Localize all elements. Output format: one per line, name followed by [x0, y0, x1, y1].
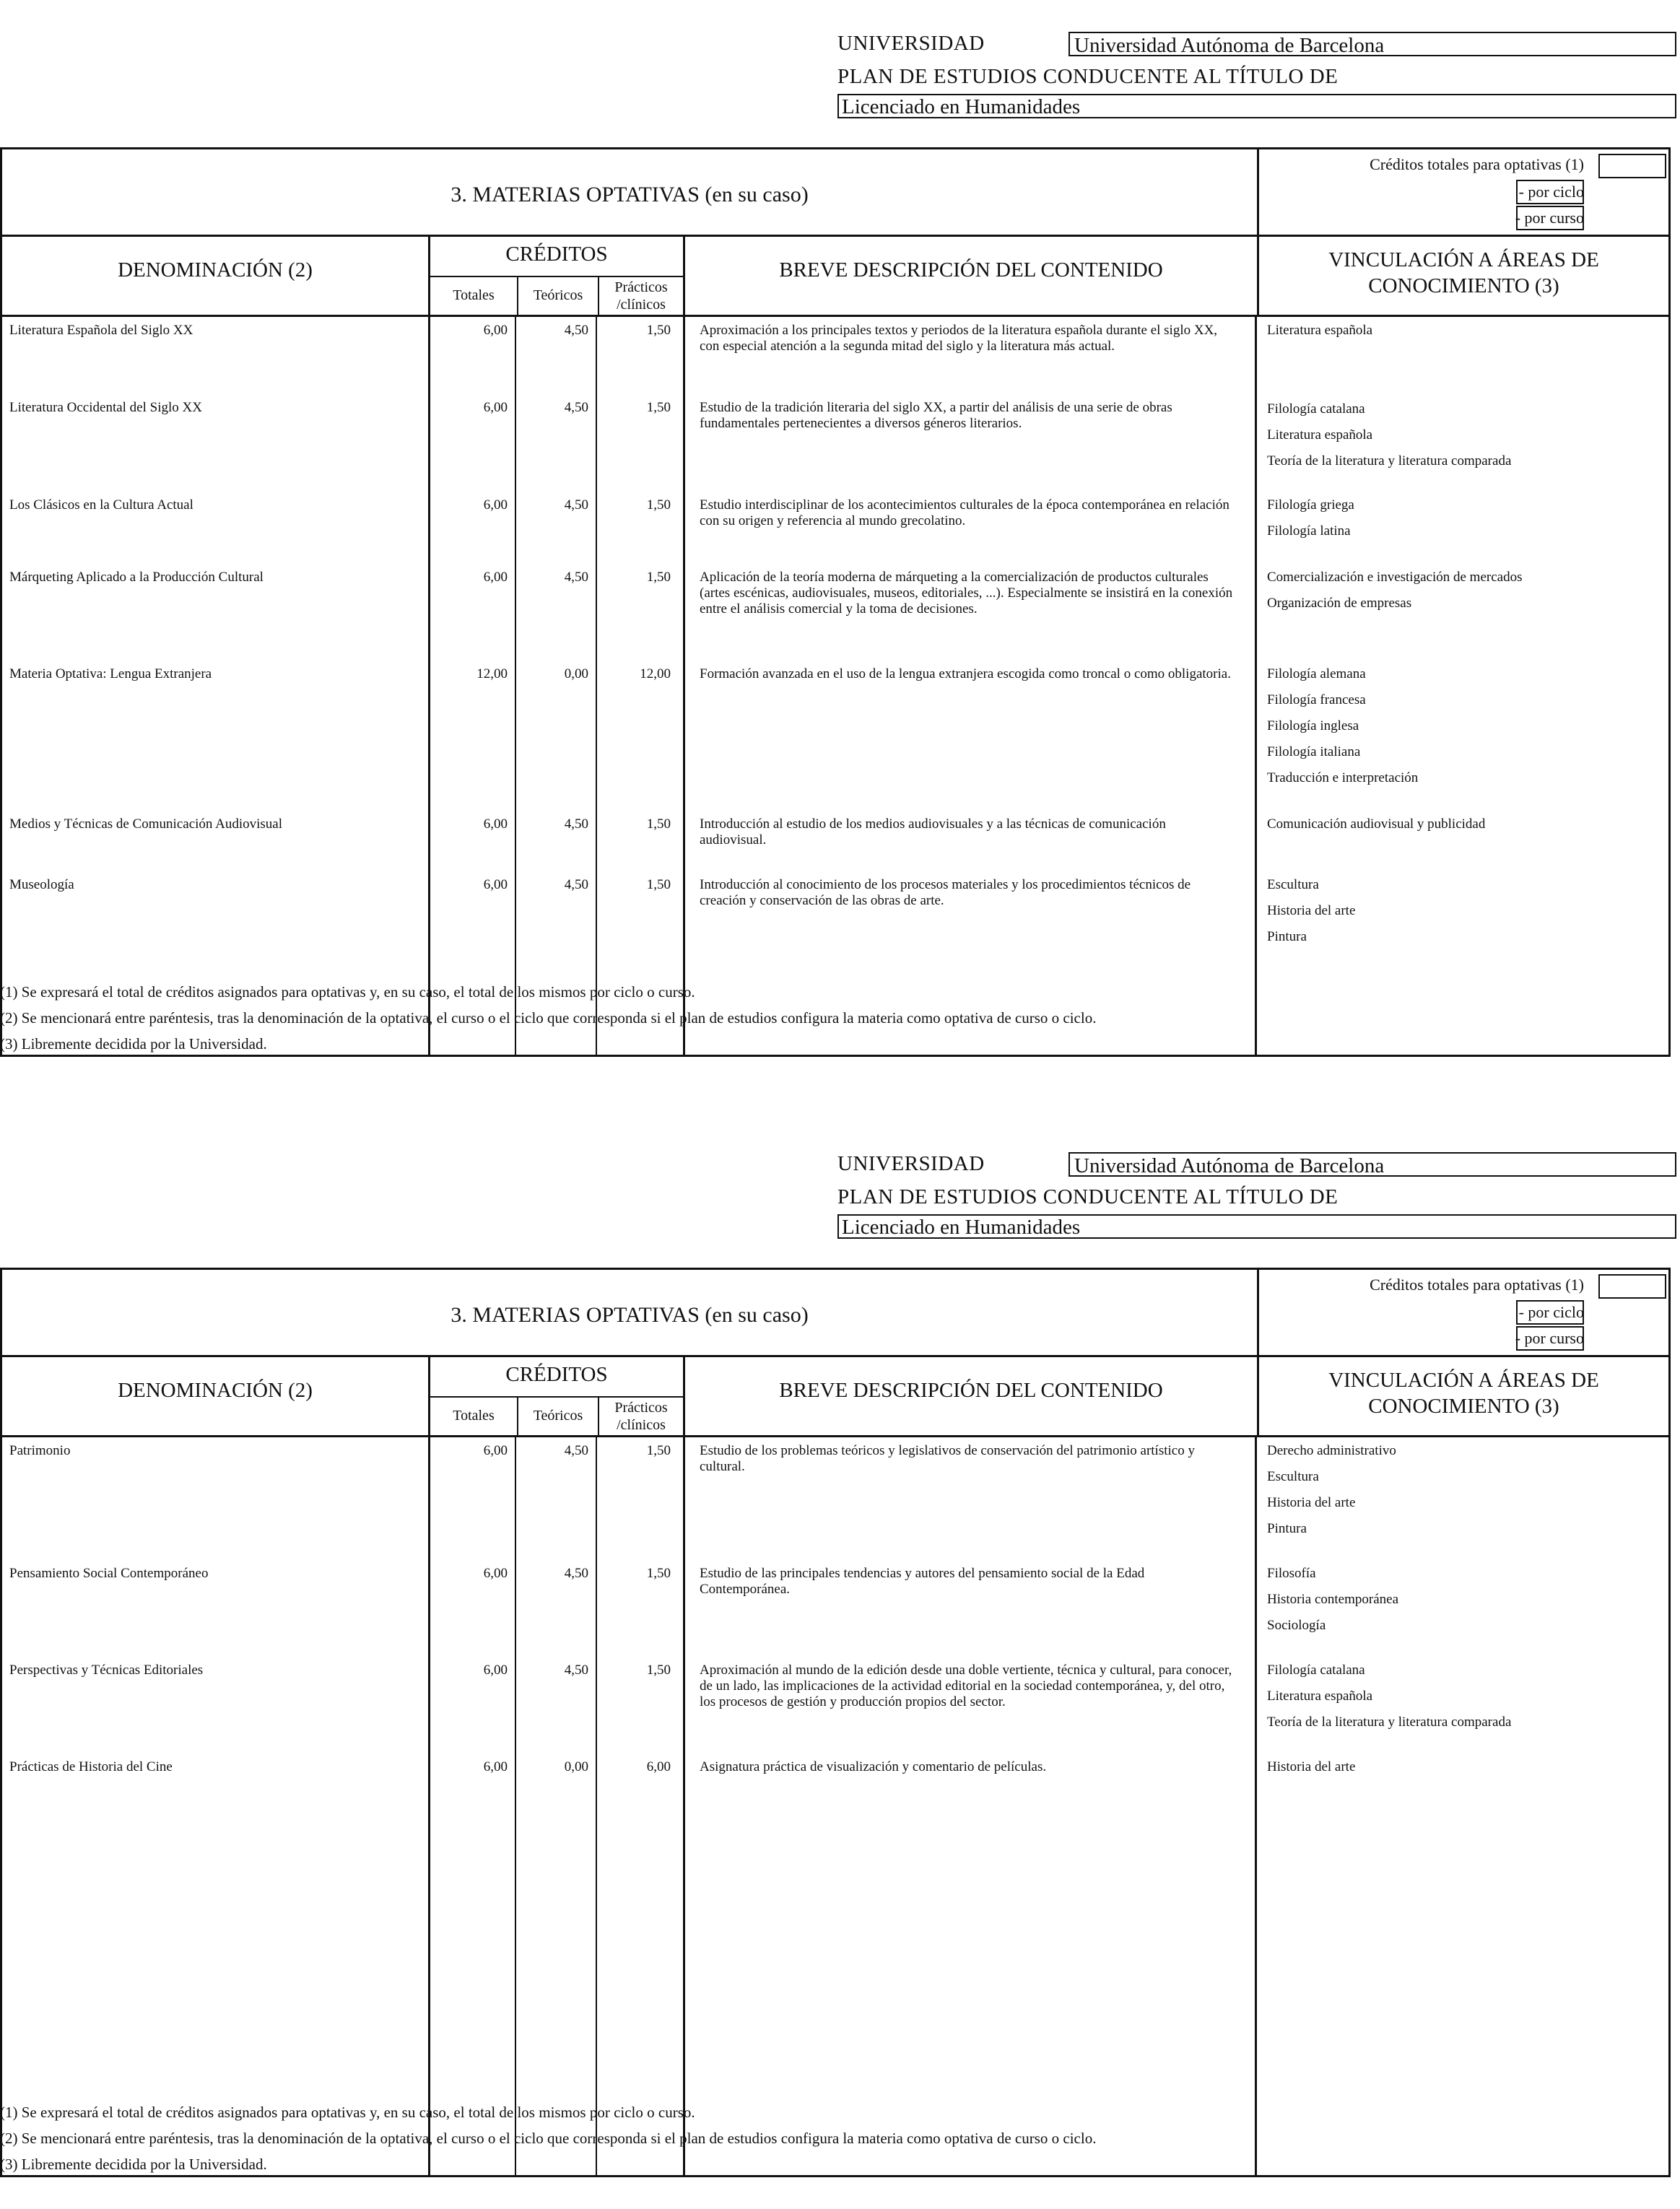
- area-item: Escultura: [1267, 1469, 1319, 1484]
- row-areas: [1267, 323, 1664, 349]
- header-totales: Totales: [430, 276, 517, 315]
- row-areas: [1267, 877, 1664, 955]
- header-creditos: [428, 237, 685, 315]
- column-header-row: [2, 237, 1668, 317]
- row-teoricos: 4,50: [564, 1663, 588, 1678]
- por-ciclo-box: [1516, 1300, 1584, 1325]
- area-item: Sociología: [1267, 1618, 1326, 1633]
- table-title-row: [2, 149, 1668, 237]
- column-header-row: [2, 1357, 1668, 1437]
- row-areas: [1267, 1759, 1664, 1785]
- area-item: Pintura: [1267, 1521, 1307, 1536]
- row-totales: 6,00: [483, 1759, 508, 1774]
- row-practicos: 1,50: [646, 400, 671, 415]
- area-item: Literatura española: [1267, 427, 1373, 443]
- area-item: Filología catalana: [1267, 1663, 1365, 1678]
- row-practicos: 1,50: [646, 816, 671, 832]
- header-denominacion: DENOMINACIÓN (2): [118, 258, 313, 282]
- document-page-1: [0, 0, 1680, 1089]
- area-item: Teoría de la literatura y literatura comparada: [1267, 453, 1512, 469]
- header-vinculacion: [1257, 237, 1668, 315]
- row-areas: [1267, 1663, 1664, 1740]
- row-descripcion: Estudio interdisciplinar de los acontecimientos culturales de la época contemporánea en relación con su origen y referencia al mundo grecolatino.: [700, 497, 1229, 528]
- row-denominacion: Márqueting Aplicado a la Producción Cultural: [9, 570, 264, 585]
- row-teoricos: 4,50: [564, 400, 588, 415]
- row-practicos: 1,50: [646, 1663, 671, 1678]
- table-title-row: [2, 1270, 1668, 1357]
- row-totales: 6,00: [483, 570, 508, 585]
- header-totales: Totales: [430, 1396, 517, 1435]
- row-descripcion: Estudio de las principales tendencias y autores del pensamiento social de la Edad Contemporánea.: [700, 1566, 1145, 1597]
- area-item: Historia del arte: [1267, 903, 1356, 918]
- row-teoricos: 0,00: [564, 666, 588, 681]
- area-item: Filología inglesa: [1267, 718, 1359, 733]
- area-item: Filología latina: [1267, 523, 1351, 539]
- por-curso-label: - por curso: [1515, 1329, 1584, 1347]
- header-creditos-label: CRÉDITOS: [505, 243, 608, 266]
- creditos-totales-panel: [1257, 1270, 1671, 1355]
- footnote-1: (1) Se expresará el total de créditos asignados para optativas y, en su caso, el total de los mismos por ciclo o curso.: [0, 983, 695, 1001]
- row-teoricos: 0,00: [564, 1759, 588, 1774]
- creditos-totales-label: Créditos totales para optativas (1): [1370, 155, 1584, 173]
- area-item: Filología griega: [1267, 497, 1354, 513]
- footnote-3: (3) Libremente decidida por la Universidad.: [0, 2156, 267, 2173]
- footnote-1: (1) Se expresará el total de créditos asignados para optativas y, en su caso, el total de los mismos por ciclo o curso.: [0, 2104, 695, 2121]
- footnotes: [0, 2099, 1096, 2177]
- area-item: Filología francesa: [1267, 692, 1366, 707]
- header-practicos-2: /clínicos: [617, 297, 666, 313]
- row-areas: [1267, 570, 1664, 622]
- por-ciclo-box: [1516, 180, 1584, 204]
- row-totales: 6,00: [483, 497, 508, 513]
- row-areas: [1267, 1443, 1664, 1547]
- titulo-field: Licenciado en Humanidades: [837, 94, 1676, 118]
- por-curso-box: [1516, 206, 1584, 230]
- area-item: Historia del arte: [1267, 1495, 1356, 1510]
- creditos-totales-label: Créditos totales para optativas (1): [1370, 1276, 1584, 1294]
- header-descripcion: BREVE DESCRIPCIÓN DEL CONTENIDO: [779, 1379, 1163, 1402]
- area-item: Escultura: [1267, 877, 1319, 892]
- row-descripcion: Aplicación de la teoría moderna de márqueting a la comercialización de productos culturales (artes escénicas, audiovisuales, museos, editoriales, ...). Especialmente se insistirá en la conexión entre el análisis comercial y la toma de decisiones.: [700, 570, 1233, 616]
- header-vinculacion-2: CONOCIMIENTO (3): [1368, 274, 1559, 297]
- row-totales: 12,00: [476, 666, 508, 681]
- plan-label: PLAN DE ESTUDIOS CONDUCENTE AL TÍTULO DE: [837, 1185, 1339, 1208]
- row-areas: [1267, 1566, 1664, 1644]
- header-practicos: [598, 276, 683, 315]
- area-item: Derecho administrativo: [1267, 1443, 1396, 1458]
- row-totales: 6,00: [483, 1663, 508, 1678]
- row-totales: 6,00: [483, 1566, 508, 1581]
- por-ciclo-label: - por ciclo: [1518, 183, 1584, 201]
- area-item: Traducción e interpretación: [1267, 770, 1419, 785]
- row-totales: 6,00: [483, 816, 508, 832]
- titulo-field: Licenciado en Humanidades: [837, 1214, 1676, 1239]
- row-denominacion: Medios y Técnicas de Comunicación Audiovisual: [9, 816, 282, 832]
- row-totales: 6,00: [483, 1443, 508, 1458]
- row-totales: 6,00: [483, 323, 508, 338]
- universidad-label: UNIVERSIDAD: [837, 1152, 985, 1175]
- row-practicos: 12,00: [640, 666, 671, 681]
- row-descripcion: Aproximación al mundo de la edición desde una doble vertiente, técnica y cultural, para conocer, de un lado, las implicaciones de la actividad editorial en la sociedad contemporánea, y, del otro, los procesos de gestión y producción propios del sector.: [700, 1663, 1232, 1709]
- universidad-label: UNIVERSIDAD: [837, 32, 985, 55]
- row-denominacion: Prácticas de Historia del Cine: [9, 1759, 173, 1774]
- section-title: 3. MATERIAS OPTATIVAS (en su caso): [451, 1303, 809, 1327]
- row-descripcion: Introducción al estudio de los medios audiovisuales y a las técnicas de comunicación audiovisual.: [700, 816, 1166, 848]
- row-descripcion: Asignatura práctica de visualización y comentario de películas.: [700, 1759, 1047, 1774]
- row-teoricos: 4,50: [564, 497, 588, 513]
- area-item: Filosofía: [1267, 1566, 1316, 1581]
- area-item: Historia contemporánea: [1267, 1592, 1399, 1607]
- row-practicos: 6,00: [646, 1759, 671, 1774]
- header-teoricos: Teóricos: [517, 276, 598, 315]
- table-body: [2, 317, 1668, 1055]
- optativas-table: [0, 147, 1671, 1057]
- header-practicos-2: /clínicos: [617, 1417, 666, 1433]
- row-areas: [1267, 666, 1664, 796]
- area-item: Organización de empresas: [1267, 596, 1412, 611]
- table-body: [2, 1437, 1668, 2175]
- row-denominacion: Museología: [9, 877, 74, 892]
- row-teoricos: 4,50: [564, 323, 588, 338]
- area-item: Filología italiana: [1267, 744, 1361, 759]
- row-practicos: 1,50: [646, 497, 671, 513]
- universidad-field: Universidad Autónoma de Barcelona: [1069, 32, 1676, 56]
- section-title: 3. MATERIAS OPTATIVAS (en su caso): [451, 183, 809, 206]
- header-vinculacion-1: VINCULACIÓN A ÁREAS DE: [1328, 248, 1599, 271]
- header-creditos: [428, 1357, 685, 1435]
- row-practicos: 1,50: [646, 877, 671, 892]
- universidad-field: Universidad Autónoma de Barcelona: [1069, 1152, 1676, 1177]
- creditos-totales-box: [1598, 1274, 1666, 1299]
- row-teoricos: 4,50: [564, 1443, 588, 1458]
- header-creditos-label: CRÉDITOS: [505, 1363, 608, 1386]
- row-denominacion: Perspectivas y Técnicas Editoriales: [9, 1663, 204, 1678]
- row-descripcion: Estudio de los problemas teóricos y legislativos de conservación del patrimonio artístico y cultural.: [700, 1443, 1195, 1474]
- row-practicos: 1,50: [646, 1566, 671, 1581]
- row-denominacion: Literatura Occidental del Siglo XX: [9, 400, 202, 415]
- row-areas: [1267, 816, 1664, 842]
- header-practicos: [598, 1396, 683, 1435]
- header-vinculacion-2: CONOCIMIENTO (3): [1368, 1395, 1559, 1418]
- header-vinculacion-1: VINCULACIÓN A ÁREAS DE: [1328, 1369, 1599, 1392]
- row-denominacion: Materia Optativa: Lengua Extranjera: [9, 666, 212, 681]
- plan-label: PLAN DE ESTUDIOS CONDUCENTE AL TÍTULO DE: [837, 65, 1339, 88]
- footnote-2: (2) Se mencionará entre paréntesis, tras la denominación de la optativa, el curso o el ciclo que corresponda si el plan de estudios configura la materia como optativa de curso o ciclo.: [0, 2130, 1097, 2147]
- row-areas: [1267, 401, 1664, 479]
- row-practicos: 1,50: [646, 323, 671, 338]
- area-item: Comunicación audiovisual y publicidad: [1267, 816, 1486, 832]
- creditos-totales-box: [1598, 154, 1666, 178]
- por-curso-label: - por curso: [1515, 209, 1584, 227]
- row-teoricos: 4,50: [564, 877, 588, 892]
- header-practicos-1: Prácticos: [614, 279, 668, 295]
- row-totales: 6,00: [483, 877, 508, 892]
- por-ciclo-label: - por ciclo: [1518, 1303, 1584, 1321]
- header-vinculacion: [1257, 1357, 1668, 1435]
- row-denominacion: Literatura Española del Siglo XX: [9, 323, 193, 338]
- row-descripcion: Aproximación a los principales textos y periodos de la literatura española durante el siglo XX, con especial atención a la segunda mitad del siglo y la literatura más actual.: [700, 323, 1218, 354]
- header-descripcion: BREVE DESCRIPCIÓN DEL CONTENIDO: [779, 258, 1163, 282]
- area-item: Literatura española: [1267, 323, 1373, 338]
- area-item: Teoría de la literatura y literatura comparada: [1267, 1715, 1512, 1730]
- footnotes: [0, 979, 1096, 1057]
- footnote-2: (2) Se mencionará entre paréntesis, tras la denominación de la optativa, el curso o el ciclo que corresponda si el plan de estudios configura la materia como optativa de curso o ciclo.: [0, 1009, 1097, 1027]
- row-descripcion: Estudio de la tradición literaria del siglo XX, a partir del análisis de una serie de obras fundamentales pertenecientes a diversos géneros literarios.: [700, 400, 1172, 431]
- document-page-2: [0, 1120, 1680, 2209]
- row-denominacion: Pensamiento Social Contemporáneo: [9, 1566, 209, 1581]
- area-item: Historia del arte: [1267, 1759, 1356, 1774]
- area-item: Comercialización e investigación de mercados: [1267, 570, 1523, 585]
- header-teoricos: Teóricos: [517, 1396, 598, 1435]
- header-practicos-1: Prácticos: [614, 1400, 668, 1416]
- optativas-table: [0, 1268, 1671, 2177]
- area-item: Filología catalana: [1267, 401, 1365, 417]
- row-denominacion: Patrimonio: [9, 1443, 71, 1458]
- footnote-3: (3) Libremente decidida por la Universidad.: [0, 1035, 267, 1053]
- row-practicos: 1,50: [646, 1443, 671, 1458]
- row-descripcion: Introducción al conocimiento de los procesos materiales y los procedimientos técnicos de creación y conservación de las obras de arte.: [700, 877, 1191, 908]
- row-denominacion: Los Clásicos en la Cultura Actual: [9, 497, 193, 513]
- row-teoricos: 4,50: [564, 570, 588, 585]
- area-item: Literatura española: [1267, 1689, 1373, 1704]
- por-curso-box: [1516, 1326, 1584, 1351]
- area-item: Pintura: [1267, 929, 1307, 944]
- row-totales: 6,00: [483, 400, 508, 415]
- row-descripcion: Formación avanzada en el uso de la lengua extranjera escogida como troncal o como obligatoria.: [700, 666, 1231, 681]
- row-teoricos: 4,50: [564, 816, 588, 832]
- creditos-totales-panel: [1257, 149, 1671, 235]
- row-areas: [1267, 497, 1664, 549]
- row-teoricos: 4,50: [564, 1566, 588, 1581]
- area-item: Filología alemana: [1267, 666, 1366, 681]
- row-practicos: 1,50: [646, 570, 671, 585]
- header-denominacion: DENOMINACIÓN (2): [118, 1379, 313, 1402]
